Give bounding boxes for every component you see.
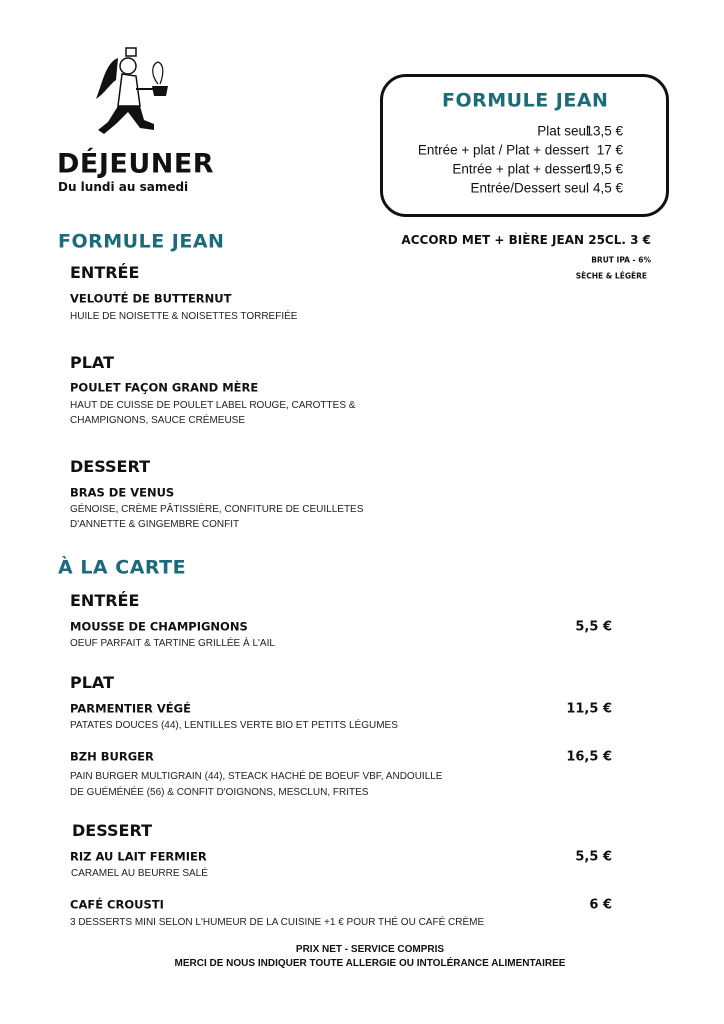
- formule-row-price: 4,5 €: [592, 180, 623, 196]
- dish-name: CAFÉ CROUSTI: [70, 897, 164, 912]
- dish-name: RIZ AU LAIT FERMIER: [70, 849, 207, 864]
- page-title: DÉJEUNER: [57, 148, 215, 180]
- dish-description: GÉNOISE, CRÈME PÂTISSIÈRE, CONFITURE DE CEUILLETES: [70, 504, 364, 515]
- category-dessert: DESSERT: [70, 457, 150, 476]
- dish-description: CHAMPIGNONS, SAUCE CRÉMEUSE: [70, 415, 246, 426]
- formule-row-price: 19,5 €: [585, 161, 623, 177]
- category-dessert: DESSERT: [72, 821, 152, 840]
- section-carte-title: À LA CARTE: [58, 556, 187, 579]
- formule-box-title: FORMULE JEAN: [442, 89, 609, 112]
- category-entree: ENTRÉE: [70, 591, 140, 610]
- dish-name: PARMENTIER VÉGÉ: [70, 701, 191, 716]
- dish-description: HUILE DE NOISETTE & NOISETTES TORREFIÉE: [70, 311, 298, 322]
- dish-description: OEUF PARFAIT & TARTINE GRILLÉE À L'AIL: [70, 638, 275, 649]
- beer-type: BRUT IPA - 6%: [591, 255, 651, 265]
- section-formule-title: FORMULE JEAN: [58, 230, 225, 253]
- dish-description: DE GUÉMÉNÉE (56) & CONFIT D'OIGNONS, MESCLUN, FRITES: [70, 787, 369, 798]
- footer-allergy-note: MERCI DE NOUS INDIQUER TOUTE ALLERGIE OU INTOLÉRANCE ALIMENTAIREE: [174, 958, 566, 969]
- category-entree: ENTRÉE: [70, 263, 140, 282]
- category-plat: PLAT: [70, 673, 114, 692]
- dish-description: PATATES DOUCES (44), LENTILLES VERTE BIO ET PETITS LÉGUMES: [70, 720, 398, 731]
- beer-note: SÈCHE & LÉGÈRE: [575, 271, 647, 281]
- page-subtitle: Du lundi au samedi: [58, 180, 189, 194]
- footer-prices-note: PRIX NET - SERVICE COMPRIS: [295, 944, 445, 955]
- formule-row-price: 17 €: [596, 142, 623, 158]
- dish-price: 16,5 €: [566, 749, 612, 765]
- dish-name: VELOUTÉ DE BUTTERNUT: [70, 291, 232, 306]
- formule-row-price: 13,5 €: [585, 123, 623, 139]
- dish-price: 6 €: [589, 897, 612, 913]
- chef-illustration: [88, 44, 178, 144]
- dish-description: HAUT DE CUISSE DE POULET LABEL ROUGE, CAROTTES &: [70, 400, 356, 411]
- dish-description: D'ANNETTE & GINGEMBRE CONFIT: [70, 519, 240, 530]
- dish-description: PAIN BURGER MULTIGRAIN (44), STEACK HACHÉ DE BOEUF VBF, ANDOUILLE: [70, 771, 443, 782]
- dish-description: 3 DESSERTS MINI SELON L'HUMEUR DE LA CUISINE +1 € POUR THÉ OU CAFÉ CRÈME: [70, 917, 485, 928]
- formule-row-label: Entrée + plat / Plat + dessert: [417, 142, 589, 158]
- dish-price: 5,5 €: [575, 619, 612, 635]
- beer-pairing: ACCORD MET + BIÈRE JEAN 25CL. 3 €: [401, 233, 651, 247]
- dish-price: 11,5 €: [566, 701, 612, 717]
- formule-row-label: Entrée + plat + dessert: [452, 161, 589, 177]
- formule-row-label: Entrée/Dessert seul: [470, 180, 589, 196]
- formule-row-label: Plat seul: [537, 123, 589, 139]
- dish-name: MOUSSE DE CHAMPIGNONS: [70, 619, 248, 634]
- dish-name: BZH BURGER: [70, 749, 154, 764]
- dish-name: POULET FAÇON GRAND MÈRE: [70, 380, 259, 395]
- category-plat: PLAT: [70, 353, 114, 372]
- dish-price: 5,5 €: [575, 849, 612, 865]
- dish-name: BRAS DE VENUS: [70, 485, 175, 500]
- dish-description: CARAMEL AU BEURRE SALÉ: [71, 868, 208, 879]
